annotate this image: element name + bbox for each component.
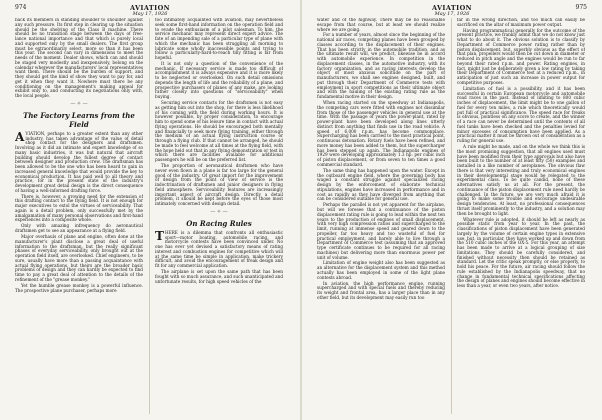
paragraph: The proportion of aeronautical draftsmen who have never even flown in a plane is far too large for the general good of the industry. Of great import for the improvement of design from the point of view of service is the indoctrination of draftsmen and junior designers in flying field atmosphere. Serviceability features are increasingly important aspect of aircraft design. Directly a detail problem, it should be kept before the eyes of those most intimately concerned with design detail. [155,163,283,207]
lead-paragraph: AVIATION, perhaps to a greater extent than any other industry, has taken advantage of the value of detail shop contact for the designers and draftsmen. Involving as it did an intimate and expert knowledge of so many basic industries, it was but natural that aircraft building should develop the fullest degree of contact between designer and production crew. The draftsman has been allowed to be the one who has been heard to gain in increased general knowledge that would provide the key to economical production. It has paid well to all theory and practice, for in the present state of the industry's development great detail design is the direct consequence of having a well-informed drafting force. [15,129,143,193]
section-ornament: — ✧ — [70,100,88,107]
paragraph: Major overhauls of plane and engine, often done at the manufacturer's plant disclose a great deal of useful information to the draftsman, but the really significant phases of everyday serviceability, only brought out at the operation field itself, are overlooked. Chief engineers, to be sure, usually have more than a passing acquaintance with actual flying operations, but theirs are the broader basic problems of design and they can hardly be expected to find time to pay a great deal of attention to the details of the refinement of the "grease monkey." [15,234,143,282]
paragraph: A rule might be made, and on the whole we think this is the most promising suggestion, that all engines used must have been modified from their type approvals but also have been built to the number of at least fifty (50) examples and installed in a like number of aeroplanes. The obvious flaw there is that very interesting and truly economical engines in their developmental stage would be relegated to the experimental class. To be quite candid, none of these alternatives satisfy us at all. For the present, the continuance of the piston displacement rule need hardly be challenged. In the future, we are very much afraid it is going to make some trouble and encourage undesirable design tendencies. At least, no professional consequences thrust itself prominently to the industry, and a solution may then be brought to light. [457,144,585,216]
paragraph: Limitation of fuel is a possibility, and it has been successful in certain European motorcycle and automobile road races in the past. Instead of limiting to 800 cubic inches of displacement, the limit might be to one gallon of fuel for every ten miles, a rule which theoretically would put full of practical significance. The speed race for freaks is obvious, pointless on any score to create, and the winner of a race can never be determined until the contents of all fuel tanks have been checked and the penalties levied for minor excesses of consumption have been applied. As a practical matter it must be thrown out of consideration as a ruling for general use. [457,85,585,144]
paragraph: Whatever rule is adopted, it should be left as nearly as possible static from year to year. In the past, the classifications of piston displacement have been generated largely by the volume of certain engine types in extensive use, but, in particular, they have worked up and down from the 510 cubic inches of the OX-5. For this year, an attempt has been made to arrive at a logical grouping of size limitations. They should be carefully considered, and finished without necessity then should be retained as standard. Let the critic speak promptly, or else properly, to hold his peace. For the future, air racing should follow the rule established by the Indianapolis speedway, that no change in fundamental technical specifications affecting the design of planes and engines should become effective in less than a year, or even two years, after notice. [457,216,585,288]
section-title: The Factory Learns from the Field [23,110,135,129]
column-divider [149,18,150,414]
paragraph: Only with amazing infrequency do aeronautical draftsmen get to see an appearance at a flying field. [15,223,143,234]
issue-date: May 17, 1926 [434,11,470,17]
right-column-1 [317,18,445,414]
paragraph: Yet the humble grease monkey is a powerful influence. The prospective plane purchaser, perhaps more [15,282,143,293]
paragraph: It is not only a question of the convenience of the mechanic. If necessary service is made too difficult of accomplishment it is always expensive and it is more likely to be neglected or overlooked. On such detail omissions depends the length of life and the reliability of a plane, and prospective purchasers of planes of any make, are looking rather closely into questions of "serviceability" when buying. [155,60,283,100]
paragraph: back its members in standing shoulder to shoulder against any such pressure. Its first step in clearing up the situation should be the shelving of the Class B machine. There should be no transition stage between the days of free-lance national importance and that which is purely local and supported only by the small dealers. The first group must be extraordinarily select, more so than it has been this year. The second can vary in dimensions to meet the needs of the moment. Dealer shows, which can and should be staged very modestly and inexpensively, belong on the calendar wherever the manufacturers' local representatives want them. There should be the burden of support, and they should get the kind of show they want to pay for, and get it when they want it. Nowhere must there be any conditioning on the management's making appeal for exhibit only to, and conducting its negotiations only with, the local people. [15,18,143,98]
paragraph: Securing service contacts for the draftsmen is not easy as getting him out into the shop, for there is less likelihood of his coming with the field during working hours. It is however possible, by proper consideration, to encourage him to spend some of his leisure time in contact with actual flying operations. He should be encouraged both mentally and financially to seek more flying training, either through the medium of an actual flying instruction course or through a flying club. If that cannot be arranged, he should be made to feel welcome at all times at the flying field, with the hope held out that in any flying demonstration or test in which there are facilities available for additional passengers he will be on the preferred list. [155,100,283,163]
drop-cap: A [15,129,25,144]
section-title: On Racing Rules [186,218,252,228]
paragraph: The same thing has happened upon the water. Except in the outboard engine field, where the governing body has waged a constant struggle against specialized racing design by the enforcement of elaborate technical stipulations, engines have increased in performance and in cost as rapidly as they have diverged from anything that can be considered suitable for general use. [317,167,445,202]
left-page [0,0,300,420]
left-column-1 [15,18,143,414]
journal-title: AVIATION [431,4,473,12]
paragraph: Having programmatical generally for the outcome of the present practice, we frankly admit that we do not know just what to do about it. The obvious solution is to classify by Department of Commerce power rating rather than by piston displacement, but, superbly obvious as the effect of that plan, propellers would then be cut down in diameter or reduced in pitch angle and the engines would be run to far beyond their rated r.p.m. and power. Rating engines, in fact, might just be deliberately given a low rating by taking their Department of Commerce test at a reduced r.p.m., in anticipation of just such an increase in power output for competitive purposes. [457,27,585,85]
section-ornament: — ✧ — [210,208,228,215]
page-number: 975 [575,4,587,11]
lead-paragraph: THERE is a dilemma that confronts all enthusiastic sport—motor boating, automobile racing, and motorcycle contests have been convinced under. No one has ever yet devised a satisfactory means of rating interest and combustion engines for competitive which will at the same time be simple in application, make trickery difficult, and avoid the encouragement of freak design and fit for any commercial application. [155,228,283,269]
paragraph: too intimately acquainted with aviation, may nevertheless seek some first-hand information on the operation field and to evade the enthusiasm of a pilot salesman. To him, the service mechanic may represent direct expert advice. The fate of an impending sale of a particular type of plane with which the mechanic has been struggling all morning to lubricate some wholly inaccessible points and trying to follow a particularly-hard-to-reach tiny fitting is far from hopeful. [155,18,283,60]
paragraph: far in the wrong direction, and too much can easily be sacrificed on the altar of maximum power output. [457,18,585,27]
right-page [302,0,602,420]
paragraph: water and of the highway. There may be no reasonable escape from that course, but at least we should realize where we are going. [317,18,445,32]
paragraph: In aviation, the high performance engine, running supercharged and with special fuels and thereby reducing its weight and frontal area, has a larger place than in any other field, but its development may easily run too [317,280,445,300]
paragraph: Perhaps the parallel is not yet apparent for the airplane, but will we foresee that a continuance of the piston displacement rating rule is going to lead within the next ten years to the production of engines of small displacement, with very high compression ratios and supercharged to the limit, running at immense speed and geared down to the propeller, far too heavy and too wasteful of fuel for practical employment, and barely able to live through a Department of Commerce test (assuming that an approved type certificate continues to be required for all racing machines) but delivering more than enormous power per unit of volume. [317,202,445,260]
column-divider [451,18,452,414]
drop-cap: T [155,228,164,243]
left-column-2 [155,18,283,414]
paragraph: For a number of years, almost since the beginning of the national air races, competing planes have been grouped by classes according to the displacement of their engines. That has been strictly in the automobile tradition, and as the ultimate result will, we predict, likewise be in accord with automobile experience. In competition in the displacement classes, in the automotive industry, with its factory organization, and as racing interests develop the object of most anxious solicitude on the part of manufacturers, we shall see engines designed, built, and put through their Department of Commerce tests with employment in sport competitions as their ultimate object and with the hauling of the existing rating rule as the fundamental motive in their design. [317,32,445,100]
issue-date: May 17, 1926 [132,11,168,17]
paragraph: Limitation of engine weight also has been suggested as an alternative for the displacement system and this method actually has been employed in some of the light plane contests abroad. [317,260,445,280]
page-number: 974 [15,4,27,11]
paragraph: There is, however, a growing need for the extension of this drafting contact to the flying field. It is not enough for major executives to extol the virtues of serviceability. That again is a detail problem, only successfully met by the amalgamation of many personal observations and first-hand experiences into a composite whole. [15,193,143,223]
right-column-2 [457,18,585,414]
journal-title: AVIATION [129,4,171,12]
paragraph: When racing started on the speedway at Indianapolis, the competing cars were fitted with engines not dissimilar from those of the passenger vehicles in general use at the time. With the passage of years the power-plant, rated by power-plant have been developed along lines utterly distinct from anything that finds use in the road vehicle. A speed of 6,000 r.p.m. has become commonplace. Supercharging has been carried to the most practical point, continuous detonation. Rotary fuels have been refined, and more money has been added to them, but the supercharger has been stepped up again. The Indianapolis engines of 1929 were developing approximately 1.3 hp. per cubic inch of piston displacement, or from seven to ten times a good commercial standard. [317,100,445,167]
paragraph: The airplane is set upon the same path that has been fought with so much assurance, and such unanticipated and unfortunate results, for high speed vehicles of the [155,269,283,284]
